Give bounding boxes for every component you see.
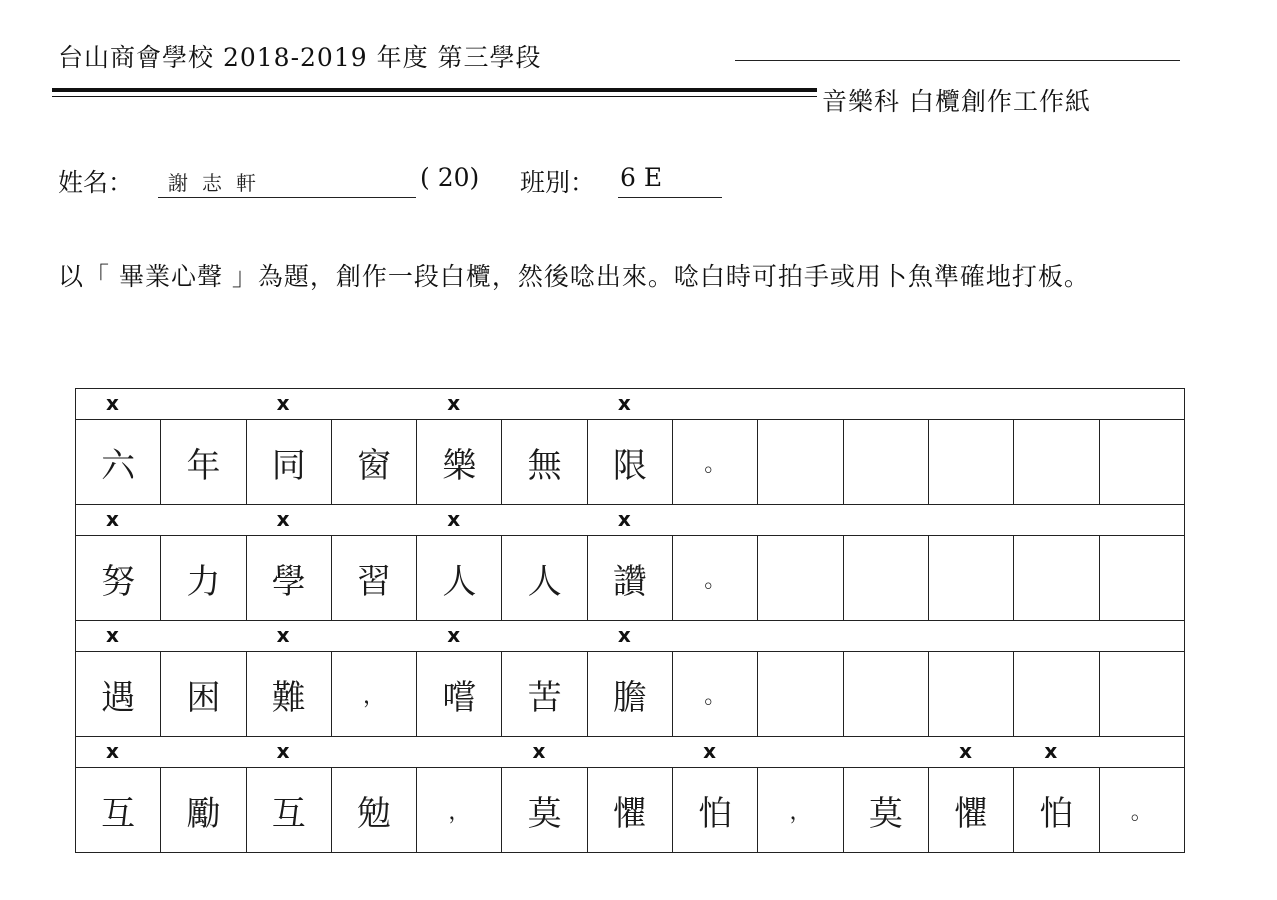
beat-mark: x bbox=[617, 391, 631, 415]
header-double-rule bbox=[52, 96, 817, 97]
beat-mark: x bbox=[447, 623, 461, 647]
beat-mark: x bbox=[106, 507, 119, 531]
lyric-cell[interactable]: 怕 bbox=[673, 768, 758, 853]
lyric-cell[interactable] bbox=[928, 420, 1013, 505]
beat-row-cell bbox=[76, 621, 1185, 652]
lyric-cell[interactable]: 習 bbox=[331, 536, 416, 621]
lyric-row bbox=[76, 536, 1185, 621]
name-value: 謝志軒 bbox=[168, 171, 270, 195]
lyric-cell[interactable]: 莫 bbox=[502, 768, 587, 853]
lyric-cell[interactable] bbox=[758, 652, 843, 737]
beat-mark: x bbox=[1044, 739, 1058, 763]
name-field[interactable] bbox=[158, 163, 416, 198]
lyric-cell[interactable] bbox=[928, 536, 1013, 621]
beat-mark: x bbox=[447, 391, 461, 415]
school-header-title: 台山商會學校 2018-2019 年度 第三學段 bbox=[58, 43, 542, 72]
header-thick-rule bbox=[52, 88, 817, 92]
lyric-cell[interactable]: ， bbox=[331, 652, 416, 737]
beat-mark: x bbox=[106, 623, 119, 647]
lyric-cell[interactable]: 力 bbox=[161, 536, 246, 621]
lyric-cell[interactable]: 窗 bbox=[331, 420, 416, 505]
lyric-cell[interactable] bbox=[758, 420, 843, 505]
lyric-cell[interactable]: 勵 bbox=[161, 768, 246, 853]
beat-row bbox=[76, 505, 1185, 536]
lyric-cell[interactable]: 遇 bbox=[76, 652, 161, 737]
class-label: 班別： bbox=[520, 168, 596, 197]
beat-mark: x bbox=[276, 391, 290, 415]
beat-mark: x bbox=[532, 739, 546, 763]
lyric-cell[interactable]: 。 bbox=[1099, 768, 1184, 853]
lyric-cell[interactable]: 膽 bbox=[587, 652, 672, 737]
lyric-cell[interactable]: 樂 bbox=[417, 420, 502, 505]
lyric-cell[interactable]: 。 bbox=[673, 536, 758, 621]
beat-row-cell bbox=[76, 737, 1185, 768]
lyric-row bbox=[76, 768, 1185, 853]
lyric-cell[interactable] bbox=[758, 536, 843, 621]
task-instruction: 以「 畢業心聲 」為題，創作一段白欖，然後唸出來。唸白時可拍手或用卜魚準確地打板。 bbox=[58, 262, 1090, 291]
beat-mark: x bbox=[447, 507, 461, 531]
lyric-cell[interactable]: 人 bbox=[502, 536, 587, 621]
lyric-cell[interactable]: 怕 bbox=[1014, 768, 1099, 853]
lyric-cell[interactable]: 讚 bbox=[587, 536, 672, 621]
lyric-cell[interactable]: 六 bbox=[76, 420, 161, 505]
lyric-cell[interactable] bbox=[1099, 536, 1184, 621]
beat-row bbox=[76, 621, 1185, 652]
beat-mark: x bbox=[617, 623, 631, 647]
worksheet-subject-title: 音樂科 白欖創作工作紙 bbox=[822, 87, 1091, 116]
lyric-cell[interactable]: 學 bbox=[246, 536, 331, 621]
lyric-row bbox=[76, 420, 1185, 505]
beat-mark: x bbox=[959, 739, 972, 763]
lyric-cell[interactable] bbox=[928, 652, 1013, 737]
lyric-cell[interactable]: 同 bbox=[246, 420, 331, 505]
beat-mark: x bbox=[106, 739, 119, 763]
beat-row-cell bbox=[76, 389, 1185, 420]
lyric-cell[interactable]: 懼 bbox=[928, 768, 1013, 853]
lyric-cell[interactable] bbox=[1014, 420, 1099, 505]
lyric-cell[interactable]: 互 bbox=[246, 768, 331, 853]
lyric-cell[interactable]: ， bbox=[417, 768, 502, 853]
header-thin-rule bbox=[735, 60, 1180, 61]
lyric-cell[interactable] bbox=[843, 420, 928, 505]
beat-mark: x bbox=[276, 739, 290, 763]
beat-mark: x bbox=[276, 623, 290, 647]
lyric-cell[interactable]: 無 bbox=[502, 420, 587, 505]
lyric-cell[interactable] bbox=[1014, 536, 1099, 621]
name-label: 姓名： bbox=[58, 168, 134, 197]
beat-mark: x bbox=[617, 507, 631, 531]
lyric-row bbox=[76, 652, 1185, 737]
beat-row bbox=[76, 389, 1185, 420]
beat-mark: x bbox=[703, 739, 717, 763]
lyric-cell[interactable] bbox=[1099, 420, 1184, 505]
class-value: 6 E bbox=[620, 163, 663, 192]
baak-laam-writing-grid bbox=[75, 388, 1185, 853]
lyric-cell[interactable]: 努 bbox=[76, 536, 161, 621]
lyric-cell[interactable] bbox=[843, 536, 928, 621]
beat-mark: x bbox=[276, 507, 290, 531]
lyric-cell[interactable]: 苦 bbox=[502, 652, 587, 737]
lyric-cell[interactable]: 莫 bbox=[843, 768, 928, 853]
lyric-cell[interactable]: 限 bbox=[587, 420, 672, 505]
lyric-cell[interactable]: 年 bbox=[161, 420, 246, 505]
lyric-cell[interactable]: ， bbox=[758, 768, 843, 853]
student-number: ( 20) bbox=[420, 163, 480, 192]
class-field[interactable] bbox=[618, 163, 722, 198]
beat-row-cell bbox=[76, 505, 1185, 536]
lyric-cell[interactable]: 懼 bbox=[587, 768, 672, 853]
lyric-cell[interactable]: 困 bbox=[161, 652, 246, 737]
lyric-cell[interactable] bbox=[843, 652, 928, 737]
lyric-cell[interactable]: 。 bbox=[673, 420, 758, 505]
beat-row bbox=[76, 737, 1185, 768]
lyric-cell[interactable]: 。 bbox=[673, 652, 758, 737]
lyric-cell[interactable]: 互 bbox=[76, 768, 161, 853]
lyric-cell[interactable] bbox=[1014, 652, 1099, 737]
lyric-cell[interactable]: 嚐 bbox=[417, 652, 502, 737]
lyric-cell[interactable]: 勉 bbox=[331, 768, 416, 853]
beat-mark: x bbox=[106, 391, 119, 415]
lyric-cell[interactable] bbox=[1099, 652, 1184, 737]
lyric-cell[interactable]: 難 bbox=[246, 652, 331, 737]
lyric-cell[interactable]: 人 bbox=[417, 536, 502, 621]
